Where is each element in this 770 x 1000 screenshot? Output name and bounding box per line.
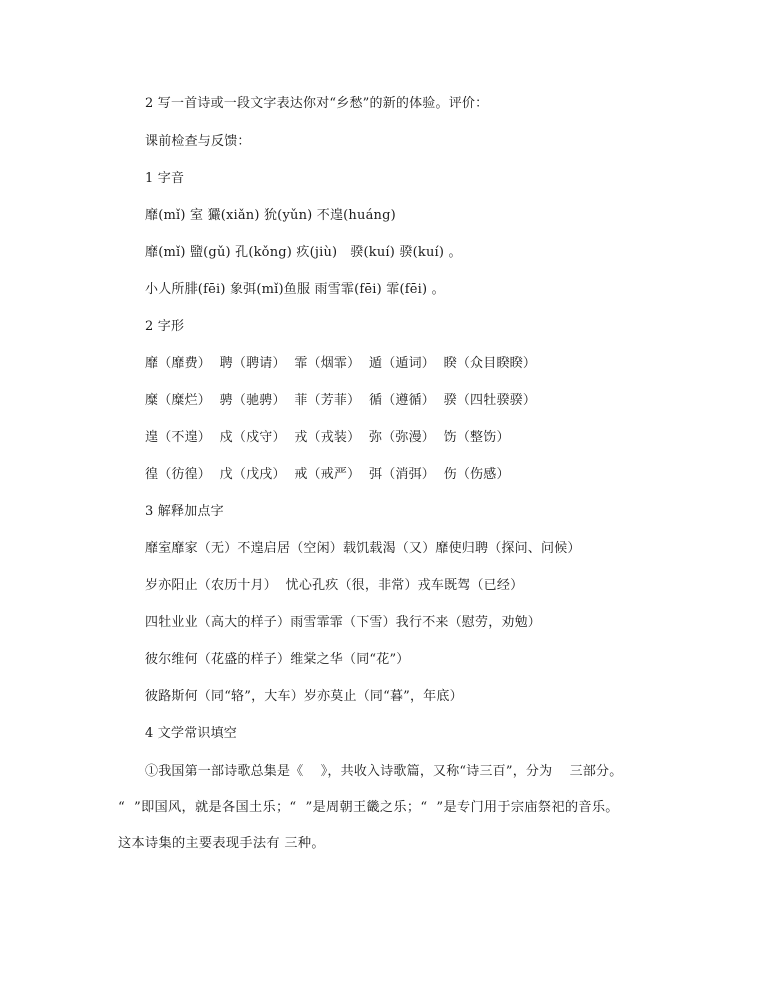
question-2-line: 2 写一首诗或一段文字表达你对“乡愁”的新的体验。评价： — [145, 96, 489, 111]
literature-para-line-2: “ ”即国风，就是各国土乐；“ ”是周朝王畿之乐；“ ”是专门用于宗庙祭祀的音乐。 — [118, 800, 619, 815]
pronunciation-line-1: 靡(mǐ) 室 玁(xiǎn) 狁(yǔn) 不遑(huáng) — [145, 208, 396, 223]
character-form-line-2: 糜（糜烂） 骋（驰骋） 菲（芳菲） 循（遵循） 骙（四牡骙骙） — [145, 393, 537, 408]
explain-line-3: 四牡业业（高大的样子）雨雪霏霏（下雪）我行不来（慰劳，劝勉） — [145, 615, 542, 630]
heading-explain-words: 3 解释加点字 — [145, 504, 224, 519]
pronunciation-line-3: 小人所腓(fēi) 象弭(mǐ)鱼服 雨雪霏(fēi) 霏(fēi) 。 — [145, 282, 445, 297]
literature-para-line-1: ①我国第一部诗歌总集是《 》，共收入诗歌篇，又称“诗三百”，分为 三部分。 — [145, 764, 623, 779]
character-form-line-4: 徨（彷徨） 戊（戊戌） 戒（戒严） 弭（消弭） 伤（伤感） — [145, 467, 510, 482]
explain-line-4: 彼尔维何（花盛的样子）维棠之华（同“花”） — [145, 652, 410, 667]
heading-literature-fill: 4 文学常识填空 — [145, 726, 238, 741]
character-form-line-3: 遑（不遑） 戍（戍守） 戎（戎装） 弥（弥漫） 饬（整饬） — [145, 430, 510, 445]
heading-pronunciation: 1 字音 — [145, 171, 185, 186]
character-form-line-1: 靡（靡费） 聘（聘请） 霏（烟霏） 遁（遁词） 睽（众目睽睽） — [145, 356, 537, 371]
heading-character-form: 2 字形 — [145, 319, 185, 334]
explain-line-2: 岁亦阳止（农历十月） 忧心孔疚（很，非常）戎车既驾（已经） — [145, 578, 524, 593]
explain-line-5: 彼路斯何（同“辂”，大车）岁亦莫止（同“暮”，年底） — [145, 689, 463, 704]
pronunciation-line-2: 靡(mǐ) 盬(gǔ) 孔(kǒng) 疚(jiù) 骙(kuí) 骙(kuí) 。 — [145, 245, 462, 260]
literature-para-line-3: 这本诗集的主要表现手法有 三种。 — [118, 836, 325, 851]
explain-line-1: 靡室靡家（无）不遑启居（空闲）载饥载渴（又）靡使归聘（探问、问候） — [145, 541, 581, 556]
section-pre-class-check: 课前检查与反馈： — [145, 134, 251, 149]
